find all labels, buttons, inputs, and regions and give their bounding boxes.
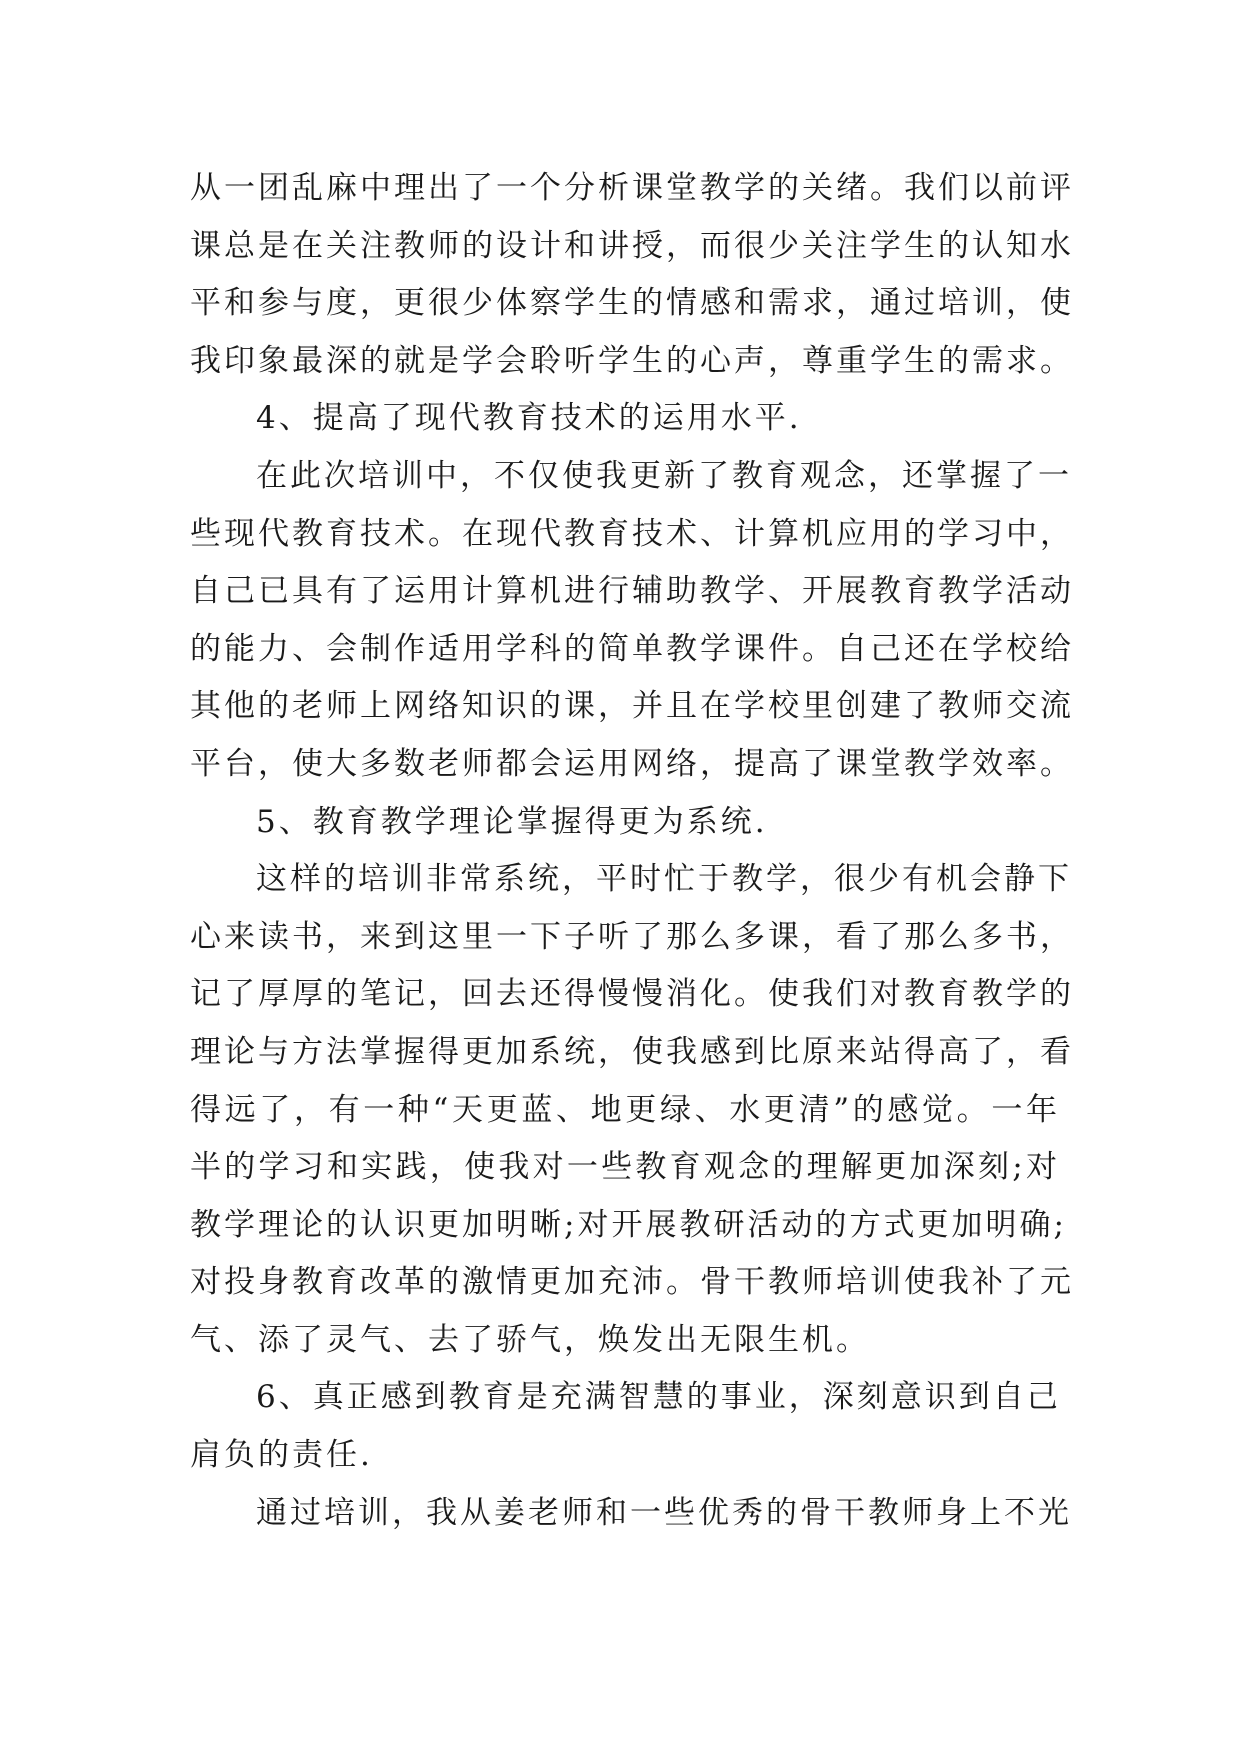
text-line: 些现代教育技术。在现代教育技术、计算机应用的学习中， — [190, 515, 1074, 552]
text-line: 平和参与度，更很少体察学生的情感和需求，通过培训，使 — [190, 285, 1074, 322]
text-line: 半的学习和实践，使我对一些教育观念的理解更加深刻;对 — [190, 1149, 1060, 1186]
text-line: 心来读书，来到这里一下子听了那么多课，看了那么多书， — [190, 918, 1074, 955]
section-heading-4: 4、提高了现代教育技术的运用水平. — [256, 400, 802, 437]
text-line: 这样的培训非常系统，平时忙于教学，很少有机会静下 — [256, 861, 1072, 898]
text-line: 通过培训，我从姜老师和一些优秀的骨干教师身上不光 — [256, 1494, 1072, 1531]
text-line: 气、添了灵气、去了骄气，焕发出无限生机。 — [190, 1321, 870, 1358]
text-line: 记了厚厚的笔记，回去还得慢慢消化。使我们对教育教学的 — [190, 976, 1074, 1013]
text-line: 课总是在关注教师的设计和讲授，而很少关注学生的认知水 — [190, 227, 1074, 264]
text-line: 其他的老师上网络知识的课，并且在学校里创建了教师交流 — [190, 688, 1074, 725]
section-heading-6-cont: 肩负的责任. — [190, 1437, 373, 1474]
text-line: 自己已具有了运用计算机进行辅助教学、开展教育教学活动 — [190, 573, 1074, 610]
section-heading-6: 6、真正感到教育是充满智慧的事业，深刻意识到自己 — [256, 1379, 1061, 1416]
body-text — [190, 160, 1074, 1542]
text-line: 对投身教育改革的激情更加充沛。骨干教师培训使我补了元 — [190, 1264, 1074, 1301]
text-line: 理论与方法掌握得更加系统，使我感到比原来站得高了，看 — [190, 1033, 1074, 1070]
text-line: 从一团乱麻中理出了一个分析课堂教学的关绪。我们以前评 — [190, 170, 1074, 206]
text-line: 我印象最深的就是学会聆听学生的心声，尊重学生的需求。 — [190, 342, 1074, 379]
text-line: 教学理论的认识更加明晰;对开展教研活动的方式更加明确; — [190, 1206, 1067, 1243]
text-line: 平台，使大多数老师都会运用网络，提高了课堂教学效率。 — [190, 745, 1074, 782]
section-heading-5: 5、教育教学理论掌握得更为系统. — [256, 803, 768, 840]
text-line: 的能力、会制作适用学科的简单教学课件。自己还在学校给 — [190, 630, 1074, 667]
text-line: 在此次培训中，不仅使我更新了教育观念，还掌握了一 — [256, 457, 1072, 494]
text-line: 得远了，有一种“天更蓝、地更绿、水更清”的感觉。一年 — [190, 1091, 1060, 1128]
